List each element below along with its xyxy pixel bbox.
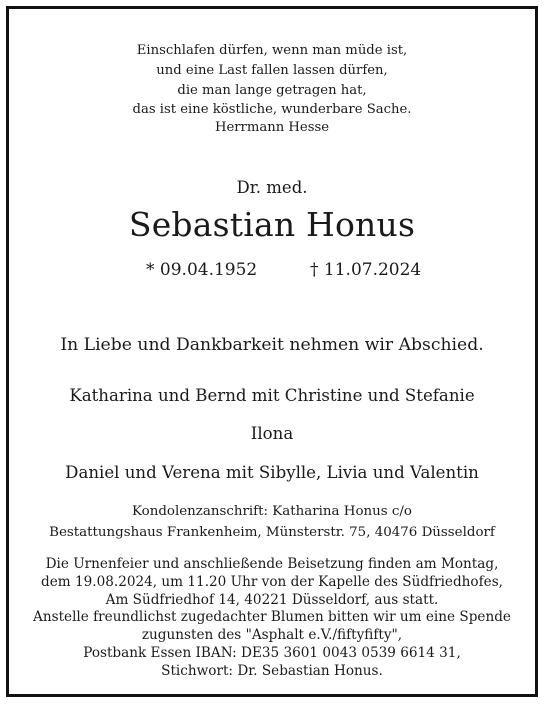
condolence-line: Kondolenzanschrift: Katharina Honus c/o [132,504,412,519]
ceremony-line: zugunsten des "Asphalt e.V./fiftyfifty", [141,627,403,643]
poem-line: und eine Last fallen lassen dürfen, [156,63,388,78]
ceremony-line: dem 19.08.2024, um 11.20 Uhr von der Kapelle des Südfriedhofes, [41,574,503,590]
mourner-line: Daniel und Verena mit Sibylle, Livia und Valentin [65,463,479,482]
ceremony-line: Stichwort: Dr. Sebastian Honus. [161,663,383,679]
mourner-line: Ilona [250,424,294,443]
ceremony-line: Postbank Essen IBAN: DE35 3601 0043 0539 6614 31, [83,645,461,661]
academic-title: Dr. med. [236,178,308,197]
deceased-name: Sebastian Honus [128,205,416,244]
poem-author: Herrmann Hesse [214,120,330,135]
obituary-notice [6,6,538,697]
death-date: † 11.07.2024 [310,260,422,280]
mourner-line: Katharina und Bernd mit Christine und Stefanie [69,386,475,405]
condolence-line: Bestattungshaus Frankenheim, Münsterstr. 75, 40476 Düsseldorf [49,525,495,540]
poem-line: die man lange getragen hat, [177,83,367,98]
ceremony-line: Anstelle freundlichst zugedachter Blumen bitten wir um eine Spende [33,609,511,625]
ceremony-line: Am Südfriedhof 14, 40221 Düsseldorf, aus statt. [105,592,439,608]
birth-date: * 09.04.1952 [146,260,258,280]
poem-line: Einschlafen dürfen, wenn man müde ist, [136,43,408,58]
farewell-line: In Liebe und Dankbarkeit nehmen wir Abschied. [60,335,484,355]
ceremony-line: Die Urnenfeier und anschließende Beisetzung finden am Montag, [45,556,499,572]
poem-line: das ist eine köstliche, wunderbare Sache. [132,102,412,117]
